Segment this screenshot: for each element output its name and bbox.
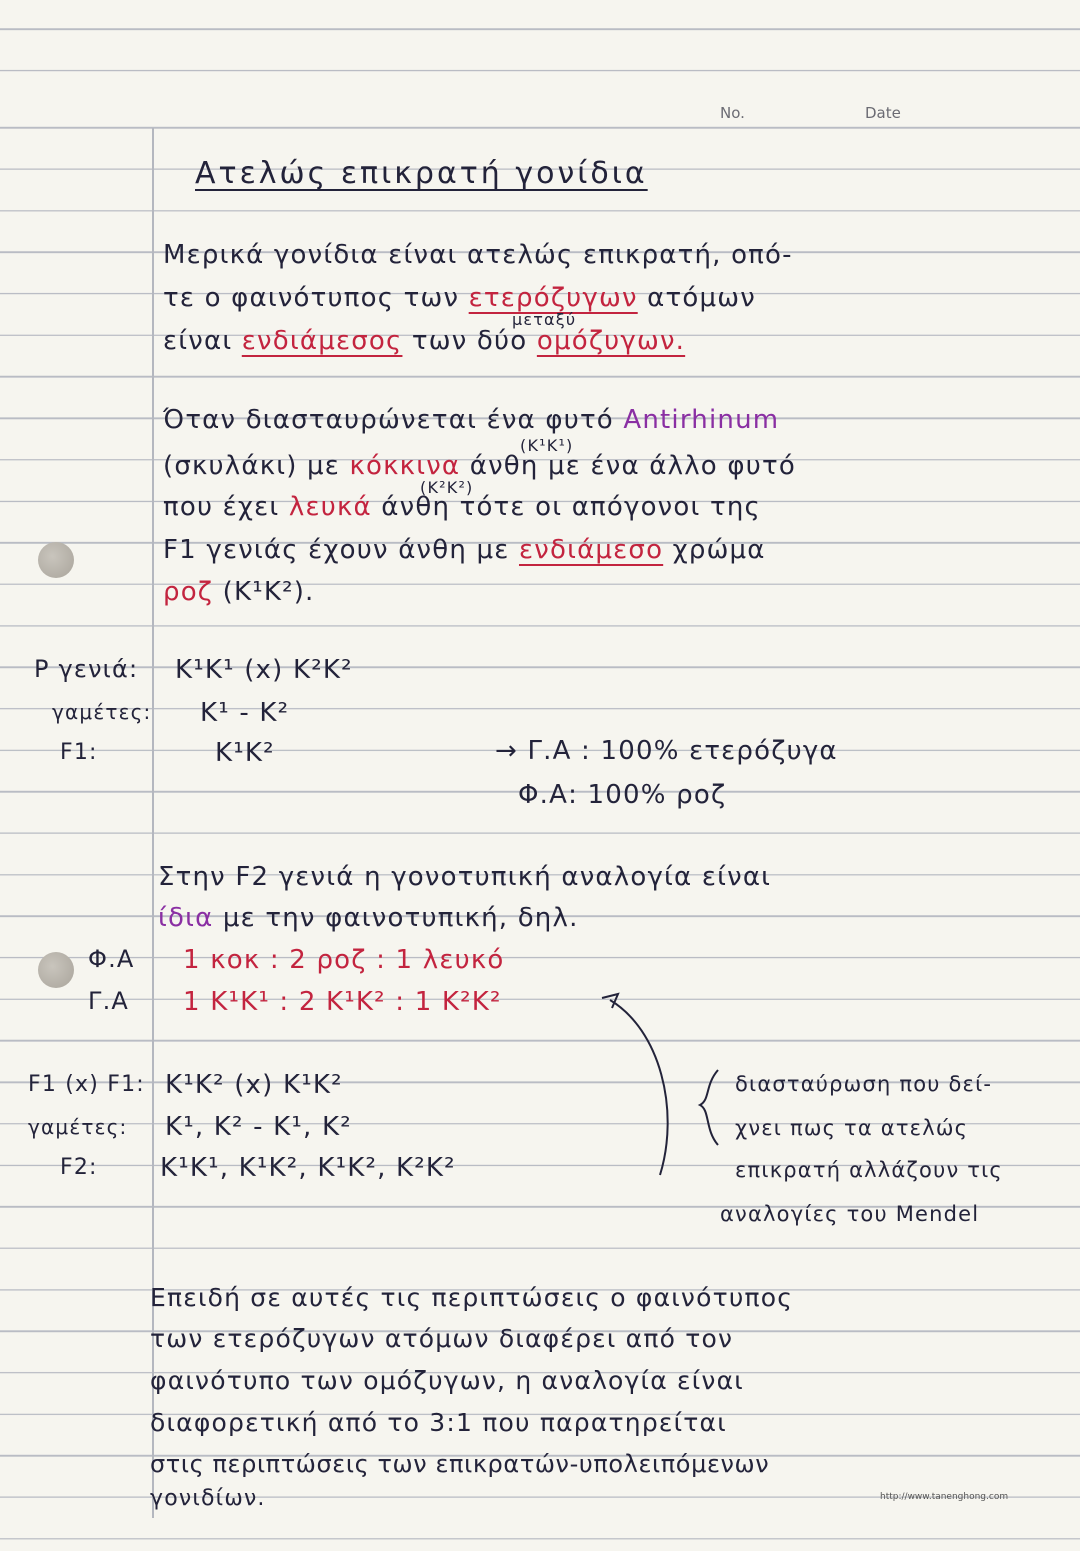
intro-text: τε ο φαινότυπος των	[163, 283, 469, 313]
example-text: που έχει	[163, 492, 289, 522]
ratio-white: 1 λευκό	[395, 945, 505, 975]
same-term: ίδια	[158, 903, 214, 933]
intro-line-2	[163, 283, 756, 313]
ratio-k2k2: 1 Κ²Κ²	[414, 987, 502, 1017]
intro-text: των δύο	[402, 326, 537, 356]
conclusion-line-6: γονιδίων.	[150, 1486, 266, 1511]
f2-text: με την φαινοτυπική, δηλ.	[213, 903, 579, 933]
intro-line-1	[163, 240, 793, 270]
intro-text: είναι	[163, 326, 242, 356]
phenotype-ratio-label: Φ.Α	[88, 945, 135, 973]
conclusion-line-3: φαινότυπο των ομόζυγων, η αναλογία είναι	[150, 1366, 744, 1395]
ratio-pink: 2 ροζ	[289, 945, 367, 975]
date-label: Date	[865, 104, 901, 122]
ratio-red: 1 κοκ	[183, 945, 261, 975]
f2-line-2	[158, 903, 579, 933]
intermediate-term: ενδιάμεσος	[241, 326, 403, 356]
f1-label: F1:	[60, 740, 98, 765]
example-line-3	[163, 492, 761, 522]
f1-cross-value: Κ¹Κ² (x) Κ¹Κ²	[165, 1070, 343, 1100]
example-text: Όταν διασταυρώνεται ένα φυτό	[163, 405, 624, 435]
cross-bracket-arrow	[540, 990, 740, 1190]
cross-note-line-4: αναλογίες του Mendel	[720, 1202, 980, 1226]
example-text: (σκυλάκι) με	[163, 451, 350, 481]
white-flowers-term: λευκά	[288, 492, 372, 522]
cross-note-line-3: επικρατή αλλάζουν τις	[735, 1158, 1003, 1182]
heterozygous-term: ετερόζυγων	[468, 283, 638, 313]
intro-text: ατόμων	[637, 283, 756, 313]
gametes-value: Κ¹ - Κ²	[200, 698, 290, 728]
ratio-k1k1: 1 Κ¹Κ¹	[183, 987, 270, 1017]
f1-gametes-value: Κ¹, Κ² - Κ¹, Κ²	[165, 1112, 352, 1142]
intro-text: Μερικά γονίδια είναι ατελώς επικρατή, οπό-	[163, 240, 793, 270]
conclusion-line-4: διαφορετική από το 3:1 που παρατηρείται	[150, 1408, 727, 1437]
f1-cross-label: F1 (x) F1:	[28, 1072, 145, 1097]
ratio-separator: :	[385, 987, 415, 1017]
plant-name: Antirhinum	[623, 405, 780, 435]
conclusion-line-5: στις περιπτώσεις των επικρατών-υπολειπόμενων	[150, 1450, 770, 1478]
ratio-separator: :	[260, 945, 290, 975]
f1-gametes-label: γαμέτες:	[28, 1115, 128, 1139]
gametes-label: γαμέτες:	[52, 700, 152, 724]
example-line-4	[163, 535, 766, 565]
red-genotype-note: (Κ¹Κ¹)	[520, 436, 574, 455]
example-line-2	[163, 451, 796, 481]
ratio-k1k2: 2 Κ¹Κ²	[298, 987, 386, 1017]
genotype-ratio	[183, 987, 502, 1017]
cross-note-line-1: διασταύρωση που δεί-	[735, 1072, 993, 1096]
pink-term: ροζ	[163, 577, 214, 607]
example-line-1	[163, 405, 779, 435]
no-label: No.	[720, 104, 745, 122]
intermediate-color-term: ενδιάμεσο	[518, 535, 664, 565]
f2-line-1: Στην F2 γενιά η γονοτυπική αναλογία είναι	[158, 862, 772, 892]
ratio-separator: :	[269, 987, 299, 1017]
phenotype-ratio	[183, 945, 504, 975]
punch-hole	[38, 542, 74, 578]
f1-phenotype-ratio: Φ.Α: 100% ροζ	[518, 780, 727, 810]
p-generation-value: Κ¹Κ¹ (x) Κ²Κ²	[175, 655, 353, 685]
example-text: χρώμα	[663, 535, 766, 565]
intro-line-3	[163, 326, 685, 356]
f1-value: Κ¹Κ²	[215, 738, 275, 768]
example-text: (Κ¹Κ²).	[213, 577, 315, 607]
f2-label: F2:	[60, 1155, 98, 1180]
cross-note-line-2: χνει πως τα ατελώς	[735, 1116, 969, 1140]
intro-above-note: μεταξύ	[512, 310, 577, 329]
ratio-separator: :	[366, 945, 396, 975]
homozygous-term: ομόζυγων.	[536, 326, 686, 356]
f2-offspring-value: Κ¹Κ¹, Κ¹Κ², Κ¹Κ², Κ²Κ²	[160, 1153, 456, 1183]
page-title: Ατελώς επικρατή γονίδια	[195, 156, 648, 191]
example-line-5	[163, 577, 315, 607]
conclusion-line-2: των ετερόζυγων ατόμων διαφέρει από τον	[150, 1324, 734, 1353]
example-text: άνθη με ένα άλλο φυτό	[460, 451, 796, 481]
example-text: F1 γενιάς έχουν άνθη με	[163, 535, 519, 565]
genotype-ratio-label: Γ.Α	[88, 987, 130, 1015]
watermark: http://www.tanenghong.com	[880, 1492, 1009, 1502]
p-generation-label: P γενιά:	[34, 655, 139, 683]
punch-hole	[38, 952, 74, 988]
white-genotype-note: (Κ²Κ²)	[420, 478, 474, 497]
f1-genotype-ratio: → Γ.Α : 100% ετερόζυγα	[495, 736, 838, 766]
example-text: άνθη τότε οι απόγονοι της	[371, 492, 761, 522]
red-flowers-term: κόκκινα	[349, 451, 461, 481]
conclusion-line-1: Επειδή σε αυτές τις περιπτώσεις ο φαινότυπος	[150, 1283, 794, 1312]
